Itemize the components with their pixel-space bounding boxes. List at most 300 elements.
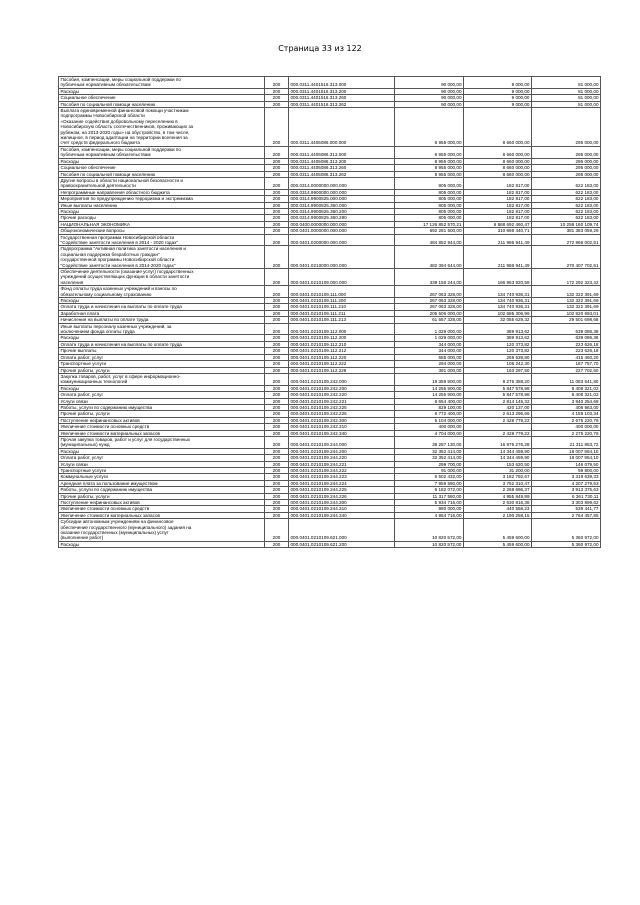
row-executed-cell: 31 200,00 — [464, 468, 532, 474]
row-approved-cell: 1 029 000,00 — [395, 323, 464, 335]
table-row — [59, 286, 601, 298]
row-approved-cell: 805 000,00 — [395, 208, 464, 214]
row-name-cell: Расходы — [59, 298, 265, 304]
row-approved-cell: 38 287 130,00 — [395, 436, 464, 448]
table-row — [59, 430, 601, 436]
row-name-cell: Арендная плата за пользование имуществом — [59, 480, 265, 486]
row-approved-cell: 8 955 000,00 — [395, 171, 464, 177]
row-name-cell: Расходы — [59, 88, 265, 94]
row-approved-cell: 8 955 000,00 — [395, 146, 464, 158]
row-executed-cell: 9 000,00 — [464, 88, 532, 94]
row-approved-cell: 805 000,00 — [395, 215, 464, 221]
row-remaining-cell: 8 408 321,02 — [532, 392, 601, 398]
row-executed-cell: 14 344 459,90 — [464, 448, 532, 454]
row-remaining-cell: 381 383 059,29 — [532, 228, 601, 234]
row-kbk-cell: 000.0401.0210109.112.212 — [289, 348, 395, 354]
row-kbk-cell: 000.0401.0210109.244.223 — [289, 474, 395, 480]
row-name-cell: Увеличение стоимости основных средств — [59, 506, 265, 512]
row-name-cell: Пособия по социальной помощи населению — [59, 171, 265, 177]
row-executed-cell: 2 428 779,22 — [464, 430, 532, 436]
row-kbk-cell: 000.0314.9900825.360.290 — [289, 215, 395, 221]
row-name-cell: Заработная плата — [59, 310, 265, 316]
row-name-cell: Увеличение стоимости материальных запасов — [59, 430, 265, 436]
table-row — [59, 404, 601, 410]
row-remaining-cell: 18 007 954,10 — [532, 448, 601, 454]
row-approved-cell: 90 000,00 — [395, 88, 464, 94]
row-code-cell: 200 — [265, 430, 289, 436]
table-row — [59, 436, 601, 448]
row-remaining-cell: 146 079,50 — [532, 461, 601, 467]
table-row — [59, 304, 601, 310]
row-executed-cell: 182 817,00 — [464, 215, 532, 221]
row-approved-cell: 61 557 328,00 — [395, 317, 464, 323]
row-kbk-cell: 000.0314.0000000.000.000 — [289, 177, 395, 189]
row-executed-cell: 9 000,00 — [464, 95, 532, 101]
row-code-cell: 200 — [265, 417, 289, 423]
row-remaining-cell: 622 183,00 — [532, 189, 601, 195]
row-approved-cell: 400 000,00 — [395, 424, 464, 430]
row-remaining-cell: 2 764 457,85 — [532, 512, 601, 518]
row-name-cell: Расходы — [59, 158, 265, 164]
row-code-cell: 200 — [265, 373, 289, 385]
row-code-cell: 200 — [265, 500, 289, 506]
row-executed-cell: 440 558,23 — [464, 506, 532, 512]
row-executed-cell: 14 344 459,90 — [464, 455, 532, 461]
row-remaining-cell: 295 000,00 — [532, 158, 601, 164]
row-kbk-cell: 000.0401.0210109.621.200 — [289, 541, 395, 547]
row-approved-cell: 7 959 590,00 — [395, 480, 464, 486]
row-executed-cell: 5 459 600,00 — [464, 541, 532, 547]
row-code-cell: 200 — [265, 196, 289, 202]
row-approved-cell: 8 955 000,00 — [395, 158, 464, 164]
row-kbk-cell: 000.0311.4405086.313.262 — [289, 171, 395, 177]
table-row — [59, 234, 601, 246]
row-kbk-cell: 000.0401.0210109.111.210 — [289, 304, 395, 310]
row-executed-cell: 211 986 941,49 — [464, 234, 532, 246]
row-name-cell: Прочие работы, услуги — [59, 367, 265, 373]
row-code-cell: 200 — [265, 158, 289, 164]
row-remaining-cell: 400 000,00 — [532, 424, 601, 430]
row-code-cell: 200 — [265, 228, 289, 234]
row-code-cell: 200 — [265, 317, 289, 323]
row-name-cell: Коммунальные услуги — [59, 474, 265, 480]
row-remaining-cell: 102 820 693,01 — [532, 310, 601, 316]
row-kbk-cell: 000.0401.0210109.244.310 — [289, 506, 395, 512]
row-remaining-cell: 3 840 254,68 — [532, 398, 601, 404]
row-executed-cell: 32 055 629,32 — [464, 317, 532, 323]
row-code-cell: 200 — [265, 398, 289, 404]
row-approved-cell: 4 704 000,00 — [395, 430, 464, 436]
row-name-cell: Подпрограмма "Активная политика занятости населения и социальная поддержка безработных граждан" государственной программы Новосибирской области "Содействие занятости населения в 2014-2020 годах" — [59, 246, 265, 269]
table-row — [59, 541, 601, 547]
table-row — [59, 417, 601, 423]
row-name-cell: Работы, услуги по содержанию имущества — [59, 487, 265, 493]
row-name-cell: Транспортные услуги — [59, 361, 265, 367]
row-approved-cell: 692 281 500,00 — [395, 228, 464, 234]
row-remaining-cell: 29 501 698,68 — [532, 317, 601, 323]
row-remaining-cell: 3 913 375,63 — [532, 487, 601, 493]
row-name-cell: Расходы — [59, 208, 265, 214]
row-kbk-cell: 000.0401.0210109.112.210 — [289, 341, 395, 347]
row-remaining-cell: 4 159 103,34 — [532, 411, 601, 417]
row-kbk-cell: 000.0401.0210109.244.000 — [289, 436, 395, 448]
row-kbk-cell: 000.0401.0210109.244.222 — [289, 468, 395, 474]
row-remaining-cell: 11 083 541,80 — [532, 373, 601, 385]
row-executed-cell: 182 817,00 — [464, 208, 532, 214]
row-remaining-cell: 223 626,18 — [532, 348, 601, 354]
row-kbk-cell: 000.0401.0200000.000.000 — [289, 234, 395, 246]
row-name-cell: Другие вопросы в области национальной безопасности и правоохранительной деятельности — [59, 177, 265, 189]
row-executed-cell: 389 913,62 — [464, 335, 532, 341]
row-code-cell: 200 — [265, 234, 289, 246]
row-approved-cell: 90 000,00 — [395, 101, 464, 107]
row-approved-cell: 8 955 000,00 — [395, 108, 464, 147]
row-executed-cell: 182 817,00 — [464, 202, 532, 208]
row-code-cell: 200 — [265, 189, 289, 195]
row-executed-cell: 166 863 920,58 — [464, 269, 532, 286]
row-remaining-cell: 81 000,00 — [532, 77, 601, 89]
row-kbk-cell: 000.0401.0210109.242.300 — [289, 417, 395, 423]
row-kbk-cell: 000.0401.0210109.244.224 — [289, 480, 395, 486]
row-remaining-cell: 10 258 160 109,74 — [532, 221, 601, 227]
row-approved-cell: 10 820 572,00 — [395, 519, 464, 542]
row-approved-cell: 805 000,00 — [395, 196, 464, 202]
row-code-cell: 200 — [265, 202, 289, 208]
row-remaining-cell: 415 460,20 — [532, 354, 601, 360]
row-executed-cell: 2 190 258,15 — [464, 512, 532, 518]
row-code-cell: 200 — [265, 367, 289, 373]
row-approved-cell: 90 000,00 — [395, 77, 464, 89]
table-row — [59, 101, 601, 107]
row-name-cell: Прочие работы, услуги — [59, 411, 265, 417]
row-name-cell: Субсидии автономным учреждениям на финансовое обеспечение государственного (муниципального) задания на оказание государственных (муниципальных) услуг (выполнение работ) — [59, 519, 265, 542]
row-kbk-cell: 000.0401.0210109.112.000 — [289, 323, 395, 335]
row-kbk-cell: 000.0314.9900000.000.000 — [289, 189, 395, 195]
row-code-cell: 200 — [265, 171, 289, 177]
row-name-cell: Расходы — [59, 541, 265, 547]
row-kbk-cell: 000.0401.0210000.000.000 — [289, 246, 395, 269]
row-name-cell: НАЦИОНАЛЬНАЯ ЭКОНОМИКА — [59, 221, 265, 227]
row-approved-cell: 344 000,00 — [395, 348, 464, 354]
row-kbk-cell: 000.0401.0210109.244.221 — [289, 461, 395, 467]
row-executed-cell: 134 740 936,31 — [464, 304, 532, 310]
row-approved-cell: 339 156 244,00 — [395, 269, 464, 286]
row-kbk-cell: 000.0311.4405086.313.260 — [289, 165, 395, 171]
row-remaining-cell: 622 183,00 — [532, 202, 601, 208]
row-code-cell: 200 — [265, 208, 289, 214]
row-name-cell: Пособия по социальной помощи населению — [59, 101, 265, 107]
row-executed-cell: 2 630 816,38 — [464, 500, 532, 506]
row-remaining-cell: 8 408 321,02 — [532, 385, 601, 391]
row-kbk-cell: 000.0401.0210109.111.000 — [289, 286, 395, 298]
row-executed-cell: 5 459 600,00 — [464, 519, 532, 542]
row-executed-cell: 5 847 578,98 — [464, 385, 532, 391]
row-name-cell: Расходы — [59, 335, 265, 341]
row-code-cell: 200 — [265, 468, 289, 474]
row-kbk-cell: 000.0401.0210109.242.220 — [289, 392, 395, 398]
row-code-cell: 200 — [265, 455, 289, 461]
row-remaining-cell: 3 319 639,33 — [532, 474, 601, 480]
row-remaining-cell: 4 207 279,53 — [532, 480, 601, 486]
row-remaining-cell: 81 000,00 — [532, 95, 601, 101]
row-remaining-cell: 622 183,00 — [532, 177, 601, 189]
row-executed-cell: 153 620,50 — [464, 461, 532, 467]
row-executed-cell: 269 539,80 — [464, 354, 532, 360]
row-approved-cell: 6 772 400,00 — [395, 411, 464, 417]
row-executed-cell: 120 373,82 — [464, 341, 532, 347]
row-approved-cell: 829 100,00 — [395, 404, 464, 410]
row-name-cell: Пособия, компенсации, меры социальной поддержки по публичным нормативным обязательствам — [59, 77, 265, 89]
row-code-cell: 200 — [265, 286, 289, 298]
row-approved-cell: 8 955 000,00 — [395, 165, 464, 171]
row-executed-cell: 211 986 941,49 — [464, 246, 532, 269]
row-executed-cell: 8 660 000,00 — [464, 165, 532, 171]
row-remaining-cell: 622 183,00 — [532, 208, 601, 214]
row-code-cell: 200 — [265, 335, 289, 341]
row-kbk-cell: 000.0401.0210109.242.225 — [289, 404, 395, 410]
row-kbk-cell: 000.0401.0000000.000.000 — [289, 228, 395, 234]
row-kbk-cell: 000.0401.0210109.242.000 — [289, 373, 395, 385]
row-executed-cell: 182 817,00 — [464, 177, 532, 189]
row-approved-cell: 294 000,00 — [395, 361, 464, 367]
row-executed-cell: 9 000,00 — [464, 77, 532, 89]
row-name-cell: Социальное обеспечение — [59, 165, 265, 171]
row-executed-cell: 389 913,62 — [464, 323, 532, 335]
table-row — [59, 171, 601, 177]
row-code-cell: 200 — [265, 519, 289, 542]
row-kbk-cell: 000.0401.0210109.242.310 — [289, 424, 395, 430]
row-code-cell: 200 — [265, 480, 289, 486]
row-remaining-cell: 5 360 972,00 — [532, 541, 601, 547]
row-code-cell: 200 — [265, 436, 289, 448]
row-approved-cell: 32 352 414,00 — [395, 455, 464, 461]
row-executed-cell: 2 428 779,22 — [464, 417, 532, 423]
row-approved-cell: 5 934 716,00 — [395, 500, 464, 506]
row-kbk-cell: 000.0311.4405086.000.000 — [289, 108, 395, 147]
row-approved-cell: 299 700,00 — [395, 461, 464, 467]
row-name-cell: Расходы — [59, 385, 265, 391]
page-title: Страница 33 из 122 — [278, 44, 362, 53]
row-approved-cell: 4 954 716,00 — [395, 512, 464, 518]
row-executed-cell: 8 660 000,00 — [464, 146, 532, 158]
row-code-cell: 200 — [265, 177, 289, 189]
row-code-cell: 200 — [265, 512, 289, 518]
row-kbk-cell: 000.0401.0210109.112.200 — [289, 335, 395, 341]
row-kbk-cell: 000.0401.0210109.242.226 — [289, 411, 395, 417]
row-name-cell: Увеличение стоимости основных средств — [59, 424, 265, 430]
table-row — [59, 317, 601, 323]
table-row — [59, 512, 601, 518]
row-executed-cell: 3 182 792,67 — [464, 474, 532, 480]
row-kbk-cell: 000.0400.0000000.000.000 — [289, 221, 395, 227]
row-remaining-cell: 81 000,00 — [532, 101, 601, 107]
table-row — [59, 323, 601, 335]
row-name-cell: Увеличение стоимости материальных запасов — [59, 512, 265, 518]
row-remaining-cell: 132 322 391,69 — [532, 286, 601, 298]
row-approved-cell: 11 317 580,00 — [395, 493, 464, 499]
row-name-cell: Иные выплаты персоналу казенных учреждений, за исключением фонда оплаты труда — [59, 323, 265, 335]
row-approved-cell: 6 654 400,00 — [395, 398, 464, 404]
row-approved-cell: 91 000,00 — [395, 468, 464, 474]
row-executed-cell: 2 814 145,32 — [464, 398, 532, 404]
row-kbk-cell: 000.0401.0210109.244.220 — [289, 455, 395, 461]
table-row — [59, 246, 601, 269]
row-remaining-cell: 408 963,00 — [532, 404, 601, 410]
row-remaining-cell: 539 441,77 — [532, 506, 601, 512]
row-approved-cell: 805 000,00 — [395, 189, 464, 195]
row-kbk-cell: 000.0401.0210109.112.222 — [289, 361, 395, 367]
table-row — [59, 196, 601, 202]
row-name-cell: Поступление нефинансовых активов — [59, 417, 265, 423]
row-remaining-cell: 5 360 972,00 — [532, 519, 601, 542]
row-executed-cell: 182 817,00 — [464, 196, 532, 202]
table-row — [59, 500, 601, 506]
row-approved-cell: 344 000,00 — [395, 341, 464, 347]
row-executed-cell: 102 685 306,99 — [464, 310, 532, 316]
row-remaining-cell: 270 407 702,51 — [532, 246, 601, 269]
row-remaining-cell: 2 675 220,78 — [532, 417, 601, 423]
row-name-cell: Оплата труда и начисления на выплаты по оплате труда — [59, 304, 265, 310]
row-name-cell: Прочие выплаты — [59, 348, 265, 354]
row-executed-cell: 6 868 692 460,47 — [464, 221, 532, 227]
row-approved-cell: 1 029 000,00 — [395, 335, 464, 341]
row-kbk-cell: 000.0401.0210109.111.211 — [289, 310, 395, 316]
row-name-cell: Государственная программа Новосибирской области "Содействие занятости населения в 2014 - 2020 годах" — [59, 234, 265, 246]
row-code-cell: 200 — [265, 246, 289, 269]
row-code-cell: 200 — [265, 411, 289, 417]
row-code-cell: 200 — [265, 341, 289, 347]
row-executed-cell: 4 955 849,89 — [464, 493, 532, 499]
row-approved-cell: 14 255 900,00 — [395, 385, 464, 391]
table-row — [59, 487, 601, 493]
row-kbk-cell: 000.0401.0210109.244.340 — [289, 512, 395, 518]
row-kbk-cell: 000.0401.0210109.621.000 — [289, 519, 395, 542]
row-executed-cell: 163 297,50 — [464, 367, 532, 373]
row-code-cell: 200 — [265, 348, 289, 354]
row-remaining-cell: 622 183,00 — [532, 215, 601, 221]
row-name-cell: Оплата работ, услуг — [59, 354, 265, 360]
row-kbk-cell: 000.0401.0210109.111.213 — [289, 317, 395, 323]
row-kbk-cell: 000.0401.0210109.244.200 — [289, 448, 395, 454]
row-approved-cell: 10 820 572,00 — [395, 541, 464, 547]
row-remaining-cell: 21 311 853,72 — [532, 436, 601, 448]
row-kbk-cell: 000.0311.4405086.313.000 — [289, 146, 395, 158]
row-remaining-cell: 132 322 391,69 — [532, 304, 601, 310]
row-remaining-cell: 6 361 730,11 — [532, 493, 601, 499]
row-name-cell: Оплата работ, услуг — [59, 455, 265, 461]
row-remaining-cell: 295 000,00 — [532, 146, 601, 158]
row-remaining-cell: 622 183,00 — [532, 196, 601, 202]
row-code-cell: 200 — [265, 101, 289, 107]
row-approved-cell: 805 000,00 — [395, 202, 464, 208]
row-code-cell: 200 — [265, 221, 289, 227]
row-name-cell: Расходы — [59, 448, 265, 454]
table-row — [59, 146, 601, 158]
row-remaining-cell: 295 000,00 — [532, 171, 601, 177]
row-remaining-cell: 187 757,70 — [532, 361, 601, 367]
row-code-cell: 200 — [265, 487, 289, 493]
row-approved-cell: 90 000,00 — [395, 95, 464, 101]
row-code-cell: 200 — [265, 385, 289, 391]
row-name-cell: Прочие расходы — [59, 215, 265, 221]
row-kbk-cell: 000.0311.4401516.313.200 — [289, 88, 395, 94]
row-code-cell: 200 — [265, 541, 289, 547]
table-row — [59, 177, 601, 189]
table-row — [59, 77, 601, 89]
row-name-cell: Непрограммные направления областного бюджета — [59, 189, 265, 195]
row-approved-cell: 391 000,00 — [395, 367, 464, 373]
row-approved-cell: 17 126 852 570,21 — [395, 221, 464, 227]
row-name-cell: Оплата труда и начисления на выплаты по оплате труда — [59, 341, 265, 347]
row-kbk-cell: 000.0401.0210109.000.000 — [289, 269, 395, 286]
row-code-cell: 200 — [265, 392, 289, 398]
row-approved-cell: 205 506 000,00 — [395, 310, 464, 316]
row-remaining-cell: 227 702,50 — [532, 367, 601, 373]
table-row — [59, 108, 601, 147]
row-name-cell: Услуги связи — [59, 398, 265, 404]
row-kbk-cell: 000.0401.0210109.244.226 — [289, 493, 395, 499]
row-code-cell: 200 — [265, 146, 289, 158]
row-code-cell: 200 — [265, 310, 289, 316]
row-kbk-cell: 000.0401.0210109.242.200 — [289, 385, 395, 391]
row-executed-cell: 182 817,00 — [464, 189, 532, 195]
row-executed-cell: 5 847 578,98 — [464, 392, 532, 398]
row-remaining-cell: 81 000,00 — [532, 88, 601, 94]
row-remaining-cell: 3 303 899,62 — [532, 500, 601, 506]
row-name-cell: Оплата работ, услуг — [59, 392, 265, 398]
row-approved-cell: 267 063 328,00 — [395, 298, 464, 304]
row-approved-cell: 484 852 944,00 — [395, 234, 464, 246]
row-executed-cell: 134 740 936,31 — [464, 298, 532, 304]
row-approved-cell: 482 394 644,00 — [395, 246, 464, 269]
row-approved-cell: 267 063 328,00 — [395, 304, 464, 310]
row-kbk-cell: 000.0401.0210109.242.340 — [289, 430, 395, 436]
row-code-cell: 200 — [265, 108, 289, 147]
row-kbk-cell: 000.0314.9900825.000.000 — [289, 196, 395, 202]
row-name-cell: Общеэкономические вопросы — [59, 228, 265, 234]
row-remaining-cell: 295 000,00 — [532, 108, 601, 147]
row-remaining-cell: 639 086,38 — [532, 335, 601, 341]
row-code-cell: 200 — [265, 448, 289, 454]
row-executed-cell: 106 242,30 — [464, 361, 532, 367]
row-executed-cell: 9 000,00 — [464, 101, 532, 107]
row-code-cell: 200 — [265, 493, 289, 499]
row-remaining-cell: 172 292 323,42 — [532, 269, 601, 286]
row-code-cell: 200 — [265, 304, 289, 310]
row-approved-cell: 685 000,00 — [395, 354, 464, 360]
row-code-cell: 200 — [265, 354, 289, 360]
row-name-cell: Мероприятия по предупреждению терроризма и экстремизма — [59, 196, 265, 202]
row-kbk-cell: 000.0311.4405086.313.200 — [289, 158, 395, 164]
row-name-cell: Прочая закупка товаров, работ и услуг для государственных (муниципальных) нужд — [59, 436, 265, 448]
row-remaining-cell: 2 275 220,78 — [532, 430, 601, 436]
row-code-cell: 200 — [265, 404, 289, 410]
row-kbk-cell: 000.0401.0210109.112.226 — [289, 367, 395, 373]
row-name-cell: Социальное обеспечение — [59, 95, 265, 101]
row-executed-cell: 8 660 000,00 — [464, 158, 532, 164]
row-executed-cell: 2 268 696,37 — [464, 487, 532, 493]
row-code-cell: 200 — [265, 77, 289, 89]
row-code-cell: 200 — [265, 269, 289, 286]
row-code-cell: 200 — [265, 95, 289, 101]
table-row — [59, 269, 601, 286]
row-name-cell: Обеспечение деятельности (оказание услуг) государственных учреждений осуществляющих функции в области занятости населения — [59, 269, 265, 286]
row-remaining-cell: 639 086,38 — [532, 323, 601, 335]
row-kbk-cell: 000.0311.4401516.313.000 — [289, 77, 395, 89]
row-code-cell: 200 — [265, 88, 289, 94]
row-approved-cell: 19 359 900,00 — [395, 373, 464, 385]
row-approved-cell: 32 352 414,00 — [395, 448, 464, 454]
